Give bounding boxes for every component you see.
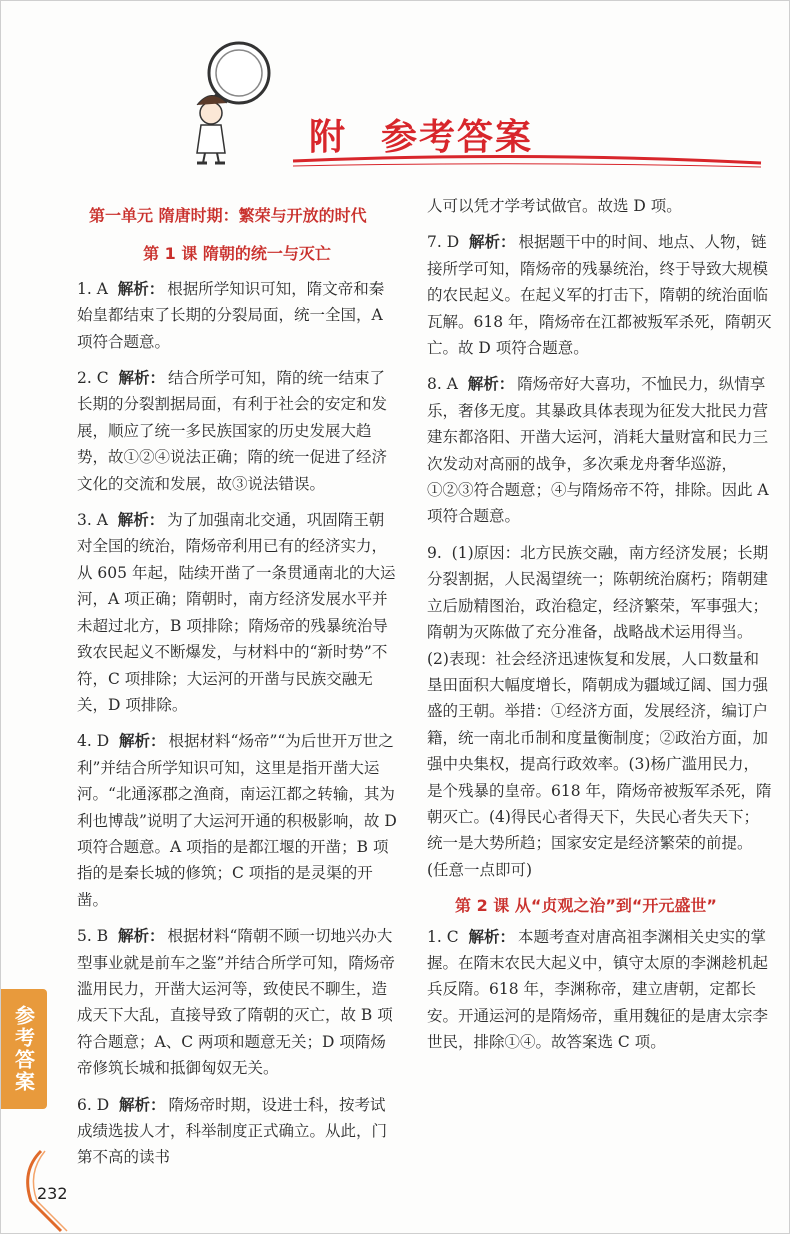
answer-text: (1)原因：北方民族交融，南方经济发展；长期分裂割据，人民渴望统一；陈朝统治腐朽；隋朝建立后励精图治，政治稳定，经济繁荣，军事强大；隋朝为灭陈做了充分准备，战略战术运用得当。(2)表现：社会经济迅速恢复和发展，人口数量和垦田面积大幅度增长，隋朝成为疆域辽阔、国力强盛的王朝。举措：①经济方面，发展经济，编订户籍，统一南北币制和度量衡制度；②政治方面，加强中央集权，提高行政效率。(3)杨广滥用民力，是个残暴的皇帝。618 年，隋炀帝被叛军杀死，隋朝灭亡。(4)得民心者得天下，失民心者失天下；统一是大势所趋；国家安定是经济繁荣的前提。(任意一点即可) [427, 543, 772, 879]
left-answer-list [77, 276, 397, 1171]
answer-text: 为了加强南北交通，巩固隋王朝对全国的统治，隋炀帝利用已有的经济实力，从 605 年起，陆续开凿了一条贯通南北的大运河，A 项正确；隋朝时，南方经济发展水平并未超过北方，B 项排除；隋炀帝的残暴统治导致农民起义不断爆发，与材料中的“新时势”不符，C 项排除；大运河的开凿与民族交融无关，D 项排除。 [77, 511, 396, 714]
lesson-heading-2: 第 2 课 从“贞观之治”到“开元盛世” [455, 896, 717, 916]
answer-number: 7. D [427, 233, 460, 252]
title-text: 参考答案 [381, 117, 534, 158]
answer-number: 9. [427, 543, 442, 562]
right-answer-list [427, 229, 773, 883]
unit-heading: 第一单元 隋唐时期：繁荣与开放的时代 [89, 206, 367, 225]
analysis-label: 解析： [469, 232, 516, 252]
title-prefix: 附 [309, 117, 348, 158]
answer-number: 1. A [77, 279, 108, 298]
answer-item [427, 229, 773, 361]
answer-item [77, 365, 397, 497]
left-column [77, 203, 397, 1181]
analysis-label: 解析： [468, 926, 515, 946]
answer-item [77, 728, 397, 913]
answer-number: 1. C [427, 927, 459, 946]
magnifier-character-icon [197, 43, 269, 163]
answer-text: 根据题干中的时间、地点、人物，链接所学可知，隋炀帝的残暴统治，终于导致大规模的农民起义。在起义军的打击下，隋朝的统治面临瓦解。618 年，隋炀帝在江都被叛军杀死，隋朝灭亡。故 D 项符合题意。 [427, 233, 772, 358]
answer-number: 8. A [427, 375, 458, 394]
page-title [309, 109, 533, 160]
answer-number: 2. C [77, 369, 109, 388]
analysis-label: 解析： [118, 368, 165, 388]
page-number: 232 [37, 1184, 68, 1203]
analysis-label: 解析： [119, 1094, 166, 1114]
answer-item [77, 276, 397, 355]
lesson-heading: 第 1 课 隋朝的统一与灭亡 [143, 244, 331, 264]
answer-text: 根据材料“隋朝不顾一切地兴办大型事业就是前车之鉴”并结合所学可知，隋炀帝滥用民力，开凿大运河等，致使民不聊生，造成天下大乱，直接导致了隋朝的灭亡，故 B 项符合题意；A、C 两项和题意无关；D 项隋炀帝修筑长城和抵御匈奴无关。 [77, 927, 395, 1078]
answer-number: 4. D [77, 732, 110, 751]
answer-item [427, 540, 773, 883]
right-answer-list-2 [427, 924, 773, 1056]
answer-text: 结合所学可知，隋的统一结束了长期的分裂割据局面，有利于社会的安定和发展，顺应了统一多民族国家的历史发展大趋势，故①②④说法正确；隋的统一促进了经济文化的交流和发展，故③说法错误。 [77, 369, 388, 493]
analysis-label: 解析： [119, 731, 166, 751]
answer-item [77, 1092, 397, 1171]
analysis-label: 解析： [117, 278, 165, 298]
header-graphic [1, 1, 789, 191]
header [1, 1, 789, 191]
analysis-label: 解析： [467, 374, 515, 394]
side-tab: 参考答案 [1, 989, 47, 1109]
answer-item [427, 371, 773, 529]
title-underline-thin [293, 164, 761, 167]
answer-item [427, 924, 773, 1056]
answer-number: 3. A [77, 511, 108, 530]
right-column [427, 193, 773, 1066]
answer-number: 5. B [77, 927, 109, 946]
answer-number: 6. D [77, 1095, 110, 1114]
answer-text: 隋炀帝时期，设进士科，按考试成绩选拔人才，科举制度正式确立。从此，门第不高的读书 [77, 1095, 388, 1167]
answer-text: 隋炀帝好大喜功，不恤民力，纵情享乐，奢侈无度。其暴政具体表现为征发大批民力营建东都洛阳、开凿大运河，消耗大量财富和民力三次发动对高丽的战争，多次乘龙舟奢华巡游，①②③符合题意；④与隋炀帝不符，排除。因此 A 项符合题意。 [427, 375, 769, 526]
answer-text: 根据所学知识可知，隋文帝和秦始皇都结束了长期的分裂局面，统一全国，A 项符合题意。 [77, 279, 385, 351]
continued-text: 人可以凭才学考试做官。故选 D 项。 [427, 197, 682, 215]
answer-text: 本题考查对唐高祖李渊相关史实的掌握。在隋末农民大起义中，镇守太原的李渊趁机起兵反隋。618 年，李渊称帝，建立唐朝，定都长安。开通运河的是隋炀帝，重用魏征的是唐太宗李世民，排除①④。故答案选 C 项。 [427, 927, 769, 1052]
answer-item [77, 507, 397, 718]
analysis-label: 解析： [117, 926, 165, 946]
answer-item [77, 923, 397, 1081]
answer-text: 根据材料“炀帝”“为后世开万世之利”并结合所学知识可知，这里是指开凿大运河。“北通涿郡之渔商，南运江都之转输，其为利也博哉”说明了大运河开通的积极影响，故 D 项符合题意。A 项指的是都江堰的开凿；B 项指的是秦长城的修筑；C 项指的是灵渠的开凿。 [77, 732, 397, 909]
analysis-label: 解析： [117, 510, 165, 530]
